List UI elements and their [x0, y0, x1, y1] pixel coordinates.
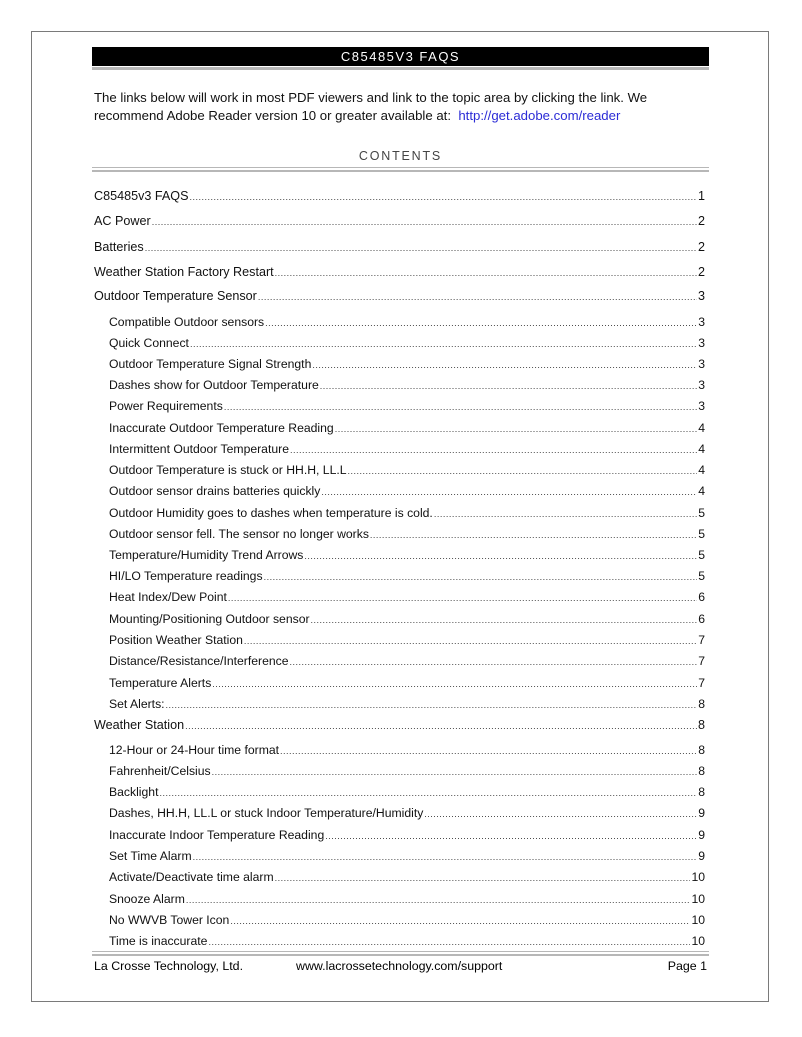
- toc-entry-page: 2: [697, 265, 705, 279]
- toc-dot-leader: [230, 912, 690, 930]
- toc-entry-page: 9: [698, 828, 705, 842]
- toc-entry-label: Outdoor Temperature Signal Strength: [109, 357, 312, 371]
- toc-entry-page: 4: [698, 484, 705, 498]
- toc-entry-label: Fahrenheit/Celsius: [109, 764, 211, 778]
- toc-dot-leader: [304, 547, 697, 565]
- footer-rule-top: [92, 951, 709, 952]
- toc-entry[interactable]: [94, 716, 705, 734]
- toc-entry-page: 9: [698, 849, 705, 863]
- toc-entry[interactable]: [109, 397, 705, 415]
- page-footer: [94, 959, 709, 975]
- toc-entry-page: 3: [698, 315, 705, 329]
- toc-dot-leader: [208, 933, 690, 951]
- toc-dot-leader: [190, 335, 697, 353]
- contents-heading: CONTENTS: [358, 149, 443, 163]
- toc-entry-label: Compatible Outdoor sensors: [109, 315, 265, 329]
- toc-dot-leader: [224, 398, 697, 416]
- toc-entry-label: Mounting/Positioning Outdoor sensor: [109, 612, 310, 626]
- toc-entry-label: Set Alerts:: [109, 697, 165, 711]
- toc-entry-page: 10: [691, 892, 705, 906]
- toc-entry-label: Distance/Resistance/Interference: [109, 654, 289, 668]
- toc-entry-page: 10: [691, 934, 705, 948]
- toc-entry[interactable]: [109, 783, 705, 801]
- footer-company: La Crosse Technology, Ltd.: [94, 959, 244, 973]
- toc-entry[interactable]: [109, 461, 705, 479]
- toc-entry[interactable]: [94, 238, 705, 256]
- toc-dot-leader: [212, 763, 698, 781]
- toc-entry-label: Position Weather Station: [109, 633, 243, 647]
- toc-entry-page: 5: [698, 506, 705, 520]
- toc-entry[interactable]: [109, 525, 705, 543]
- toc-dot-leader: [193, 848, 698, 866]
- toc-entry-page: 6: [698, 612, 705, 626]
- toc-dot-leader: [320, 377, 697, 395]
- toc-entry[interactable]: [109, 890, 705, 908]
- toc-entry[interactable]: [109, 911, 705, 929]
- toc-dot-leader: [166, 696, 698, 714]
- toc-entry-label: Temperature Alerts: [109, 676, 212, 690]
- toc-dot-leader: [348, 462, 698, 480]
- toc-dot-leader: [370, 526, 697, 544]
- toc-entry-page: 2: [697, 214, 705, 228]
- toc-entry-page: 8: [698, 743, 705, 757]
- toc-entry-page: 8: [698, 785, 705, 799]
- toc-entry-page: 7: [698, 676, 705, 690]
- footer-rule-bottom: [92, 954, 709, 956]
- toc-entry-page: 4: [698, 442, 705, 456]
- toc-entry[interactable]: [109, 546, 705, 564]
- toc-entry-page: 4: [698, 463, 705, 477]
- toc-dot-leader: [212, 675, 697, 693]
- toc-entry[interactable]: [109, 355, 705, 373]
- toc-entry-page: 2: [697, 240, 705, 254]
- toc-dot-leader: [145, 239, 697, 257]
- adobe-reader-link[interactable]: http://get.adobe.com/reader: [458, 108, 621, 123]
- toc-dot-leader: [312, 356, 697, 374]
- toc-entry-label: Set Time Alarm: [109, 849, 192, 863]
- toc-entry-label: No WWVB Tower Icon: [109, 913, 230, 927]
- toc-entry[interactable]: [109, 804, 705, 822]
- toc-entry[interactable]: [109, 652, 705, 670]
- toc-entry[interactable]: [94, 212, 705, 230]
- toc-entry-page: 10: [691, 870, 705, 884]
- toc-entry-page: 1: [697, 189, 705, 203]
- toc-dot-leader: [244, 632, 697, 650]
- toc-entry-page: 8: [697, 718, 705, 732]
- toc-entry-label: Time is inaccurate: [109, 934, 208, 948]
- toc-entry-label: Outdoor Humidity goes to dashes when temperature is cold.: [109, 506, 433, 520]
- toc-entry-label: Outdoor sensor fell. The sensor no longer works: [109, 527, 369, 541]
- toc-dot-leader: [258, 288, 697, 306]
- toc-entry[interactable]: [94, 187, 705, 205]
- toc-dot-leader: [290, 441, 697, 459]
- toc-entry-label: Snooze Alarm: [109, 892, 185, 906]
- toc-entry[interactable]: [109, 376, 705, 394]
- toc-entry[interactable]: [109, 826, 705, 844]
- toc-dot-leader: [159, 784, 697, 802]
- toc-entry-label: Weather Station Factory Restart: [94, 265, 274, 279]
- toc-entry[interactable]: [109, 567, 705, 585]
- toc-entry[interactable]: [109, 631, 705, 649]
- toc-entry-label: Outdoor Temperature Sensor: [94, 289, 257, 303]
- toc-dot-leader: [280, 742, 697, 760]
- toc-entry[interactable]: [109, 419, 705, 437]
- toc-entry-page: 8: [698, 697, 705, 711]
- contents-rule-top: [92, 167, 709, 168]
- toc-entry[interactable]: [109, 610, 705, 628]
- toc-entry-page: 8: [698, 764, 705, 778]
- toc-entry-label: Weather Station: [94, 718, 185, 732]
- toc-entry-page: 3: [698, 378, 705, 392]
- toc-entry-page: 7: [698, 633, 705, 647]
- toc-entry[interactable]: [109, 762, 705, 780]
- intro-paragraph: [94, 89, 709, 125]
- toc-entry-page: 9: [698, 806, 705, 820]
- toc-entry[interactable]: [94, 263, 705, 281]
- toc-entry[interactable]: [109, 504, 705, 522]
- footer-url[interactable]: www.lacrossetechnology.com/support: [296, 959, 503, 973]
- toc-entry-label: Batteries: [94, 240, 144, 254]
- toc-dot-leader: [152, 213, 697, 231]
- toc-entry-label: Dashes show for Outdoor Temperature: [109, 378, 319, 392]
- toc-entry-label: HI/LO Temperature readings: [109, 569, 263, 583]
- toc-entry-label: Outdoor sensor drains batteries quickly: [109, 484, 321, 498]
- toc-entry-label: Activate/Deactivate time alarm: [109, 870, 274, 884]
- toc-entry-label: AC Power: [94, 214, 151, 228]
- toc-entry-page: 3: [698, 399, 705, 413]
- toc-entry[interactable]: [109, 847, 705, 865]
- toc-entry-label: Backlight: [109, 785, 159, 799]
- toc-entry-label: Power Requirements: [109, 399, 223, 413]
- toc-dot-leader: [190, 188, 697, 206]
- toc-dot-leader: [185, 717, 697, 735]
- toc-dot-leader: [434, 505, 697, 523]
- toc-entry[interactable]: [109, 695, 705, 713]
- intro-text: The links below will work in most PDF viewers and link to the topic area by clicking the link. We recommend Adobe Reader version 10 or greater available at:: [94, 90, 648, 123]
- toc-entry[interactable]: [109, 482, 705, 500]
- toc-entry-page: 4: [698, 421, 705, 435]
- toc-entry-label: Outdoor Temperature is stuck or HH.H, LL.L: [109, 463, 347, 477]
- toc-entry-label: Heat Index/Dew Point: [109, 590, 227, 604]
- toc-entry[interactable]: [109, 932, 705, 950]
- toc-dot-leader: [264, 568, 698, 586]
- toc-entry-page: 6: [698, 590, 705, 604]
- toc-entry-page: 5: [698, 569, 705, 583]
- toc-entry-label: Quick Connect: [109, 336, 189, 350]
- toc-entry-page: 7: [698, 654, 705, 668]
- toc-entry[interactable]: [109, 588, 705, 606]
- toc-dot-leader: [424, 805, 697, 823]
- footer-page-number: Page 1: [667, 959, 707, 973]
- toc-entry-label: Inaccurate Indoor Temperature Reading: [109, 828, 325, 842]
- toc-entry-page: 5: [698, 548, 705, 562]
- toc-entry-page: 10: [691, 913, 705, 927]
- toc-dot-leader: [265, 314, 697, 332]
- toc-dot-leader: [325, 827, 697, 845]
- document-title: C85485V3 FAQS: [92, 47, 709, 66]
- toc-dot-leader: [275, 264, 697, 282]
- toc-entry-label: Intermittent Outdoor Temperature: [109, 442, 289, 456]
- toc-entry-page: 3: [698, 357, 705, 371]
- toc-entry[interactable]: [109, 313, 705, 331]
- toc-entry[interactable]: [94, 287, 705, 305]
- contents-rule-bottom: [92, 170, 709, 172]
- toc-entry[interactable]: [109, 334, 705, 352]
- toc-dot-leader: [275, 869, 691, 887]
- toc-dot-leader: [311, 611, 698, 629]
- toc-entry-label: Dashes, HH.H, LL.L or stuck Indoor Temperature/Humidity: [109, 806, 424, 820]
- toc-entry-label: Temperature/Humidity Trend Arrows: [109, 548, 304, 562]
- toc-dot-leader: [186, 891, 691, 909]
- toc-dot-leader: [228, 589, 697, 607]
- toc-entry[interactable]: [109, 674, 705, 692]
- toc-dot-leader: [335, 420, 698, 438]
- toc-entry[interactable]: [109, 741, 705, 759]
- toc-entry-label: C85485v3 FAQS: [94, 189, 189, 203]
- toc-entry-page: 3: [697, 289, 705, 303]
- title-underline: [92, 67, 709, 70]
- toc-entry[interactable]: [109, 440, 705, 458]
- toc-dot-leader: [321, 483, 697, 501]
- toc-entry-label: Inaccurate Outdoor Temperature Reading: [109, 421, 334, 435]
- toc-entry-page: 3: [698, 336, 705, 350]
- toc-entry[interactable]: [109, 868, 705, 886]
- toc-entry-label: 12-Hour or 24-Hour time format: [109, 743, 280, 757]
- toc-dot-leader: [290, 653, 698, 671]
- toc-entry-page: 5: [698, 527, 705, 541]
